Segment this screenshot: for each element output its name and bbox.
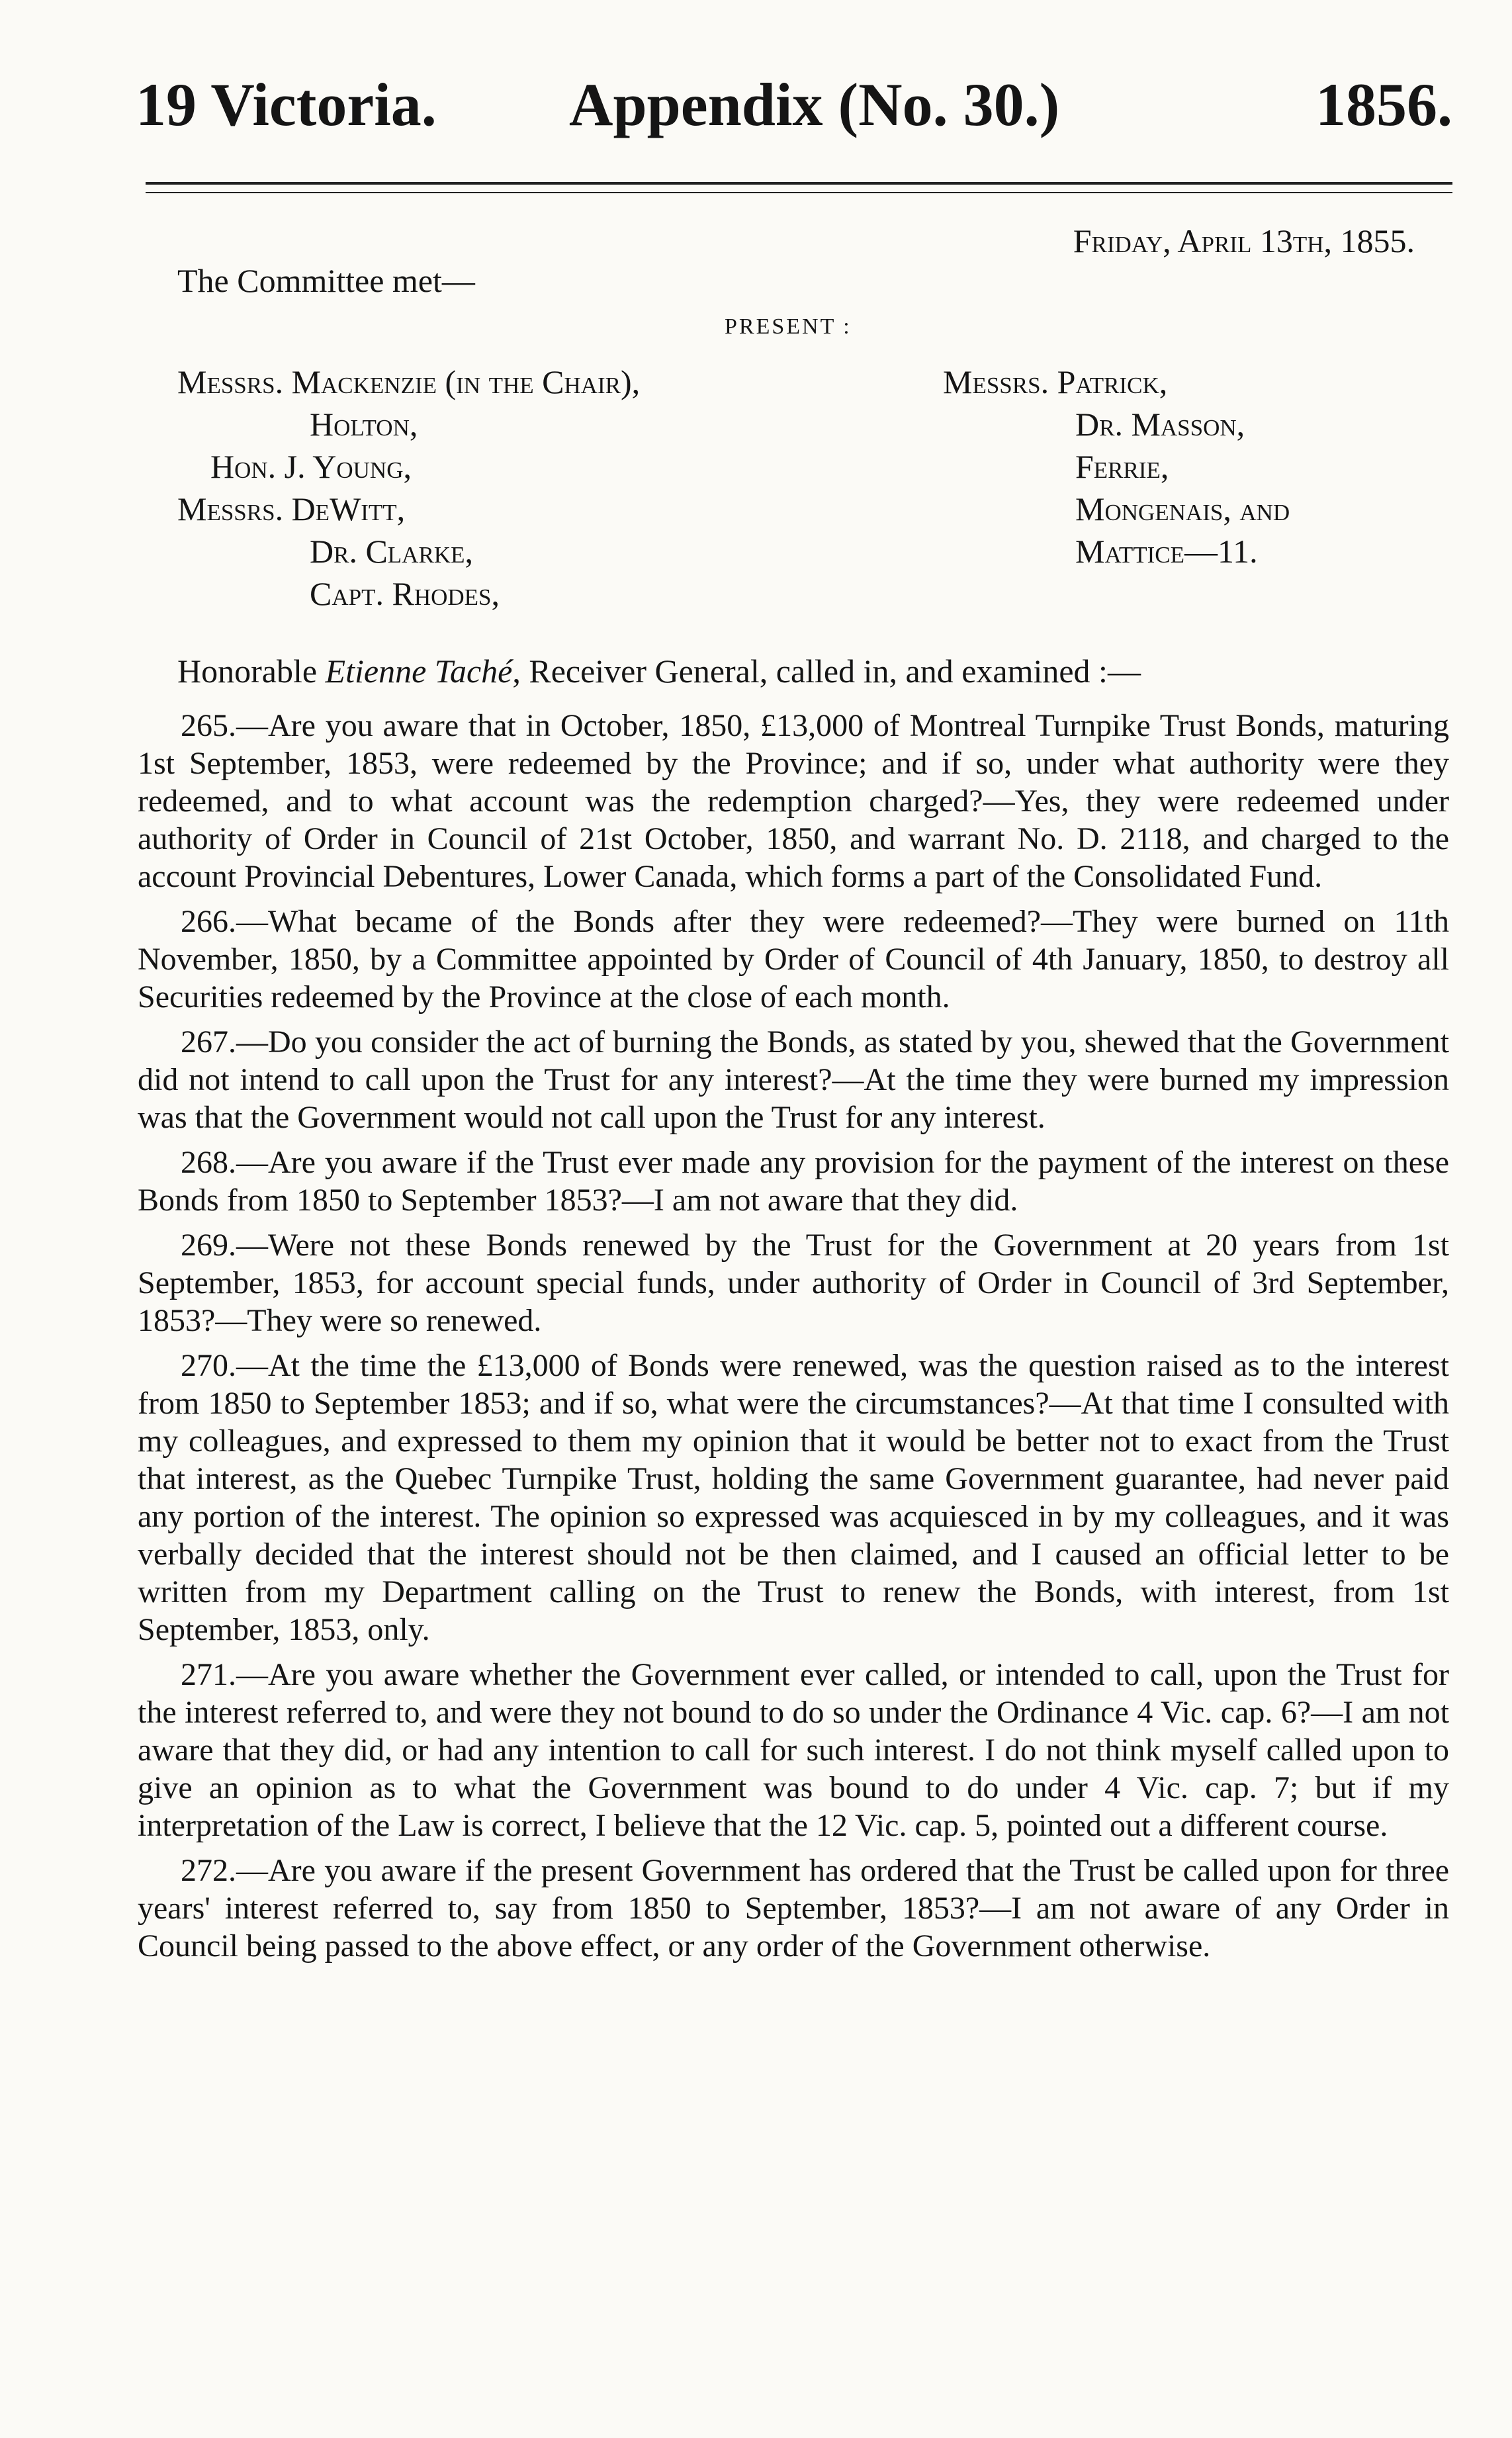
question-272: 272.—Are you aware if the present Government has ordered that the Trust be called upon for three years' interest referred to, say from 1850 to September, 1853?—I am not aware of any Order in Council being passed to the above effect, or any order of the Government otherwise. [138, 1853, 1449, 1964]
committee-met-line: The Committee met— [177, 262, 475, 299]
witness-prefix: Honorable [177, 653, 326, 690]
member-entry: Hon. J. Young, [210, 448, 412, 485]
member-entry: Mongenais, and [1075, 490, 1290, 527]
header-rule-thin [146, 192, 1452, 193]
question-265: 265.—Are you aware that in October, 1850, £13,000 of Montreal Turnpike Trust Bonds, maturing 1st September, 1853, were redeemed by the Province; and if so, under what authority were they redeemed, and to what account was the redemption charged?—Yes, they were redeemed under authority of Order in Council of 21st October, 1850, and warrant No. D. 2118, and charged to the account Provincial Debentures, Lower Canada, which forms a part of the Consolidated Fund. [138, 708, 1449, 894]
question-269: 269.—Were not these Bonds renewed by the Trust for the Government at 20 years from 1st September, 1853, for account special funds, under authority of Order in Council of 3rd September, 1853?—They were so renewed. [138, 1228, 1449, 1338]
present-members-right [943, 361, 1446, 572]
meeting-date: Friday, April 13th, 1855. [1073, 222, 1415, 259]
present-members-left [177, 361, 773, 615]
appendix-header: Appendix (No. 30.) [569, 71, 1060, 138]
question-271: 271.—Are you aware whether the Government ever called, or intended to call, upon the Trust for the interest referred to, and were they not bound to do so under the Ordinance 4 Vic. cap. 6?—I am not aware that they did, or had any intention to call for such interest. I do not think myself called upon to give an opinion as to what the Government was bound to do under 4 Vic. cap. 7; but if my interpretation of the Law is correct, I believe that the 12 Vic. cap. 5, pointed out a different course. [138, 1657, 1449, 1843]
question-267: 267.—Do you consider the act of burning the Bonds, as stated by you, shewed that the Government did not intend to call upon the Trust for any interest?—At the time they were burned my impression was that the Government would not call upon the Trust for any interest. [138, 1024, 1449, 1135]
present-label: PRESENT : [725, 314, 852, 339]
witness-suffix: , Receiver General, called in, and examined :— [512, 653, 1141, 690]
member-entry: Ferrie, [1075, 448, 1169, 485]
member-entry: Mattice—11. [1075, 533, 1258, 570]
year-header: 1856. [1315, 71, 1452, 138]
member-entry: Dr. Masson, [1075, 406, 1245, 443]
member-entry: Dr. Clarke, [310, 533, 473, 570]
witness-name: Etienne Taché [325, 653, 513, 690]
member-entry: Capt. Rhodes, [310, 575, 500, 612]
member-entry: Holton, [310, 406, 418, 443]
member-entry: Messrs. Patrick, [943, 363, 1168, 400]
witness-line [177, 652, 1141, 690]
header-rule-thick [146, 182, 1452, 185]
question-266: 266.—What became of the Bonds after they were redeemed?—They were burned on 11th November, 1850, by a Committee appointed by Order of Council of 4th January, 1850, to destroy all Securities redeemed by the Province at the close of each month. [138, 904, 1449, 1015]
member-entry: Messrs. Mackenzie (in the Chair), [177, 363, 641, 400]
question-270: 270.—At the time the £13,000 of Bonds were renewed, was the question raised as to the interest from 1850 to September 1853; and if so, what were the circumstances?—At that time I consulted with my colleagues, and expressed to them my opinion that it would be better not to exact from the Trust that interest, as the Quebec Turnpike Trust, holding the same Government guarantee, had never paid any portion of the interest. The opinion so expressed was acquiesced in by my colleagues, and it was verbally decided that the interest should not be then claimed, and I caused an official letter to be written from my Department calling on the Trust to renew the Bonds, with interest, from 1st September, 1853, only. [138, 1348, 1449, 1647]
examination-text [138, 707, 1449, 1972]
question-268: 268.—Are you aware if the Trust ever made any provision for the payment of the interest on these Bonds from 1850 to September 1853?—I am not aware that they did. [138, 1145, 1449, 1218]
member-entry: Messrs. DeWitt, [177, 490, 406, 527]
session-header: 19 Victoria. [136, 71, 437, 138]
